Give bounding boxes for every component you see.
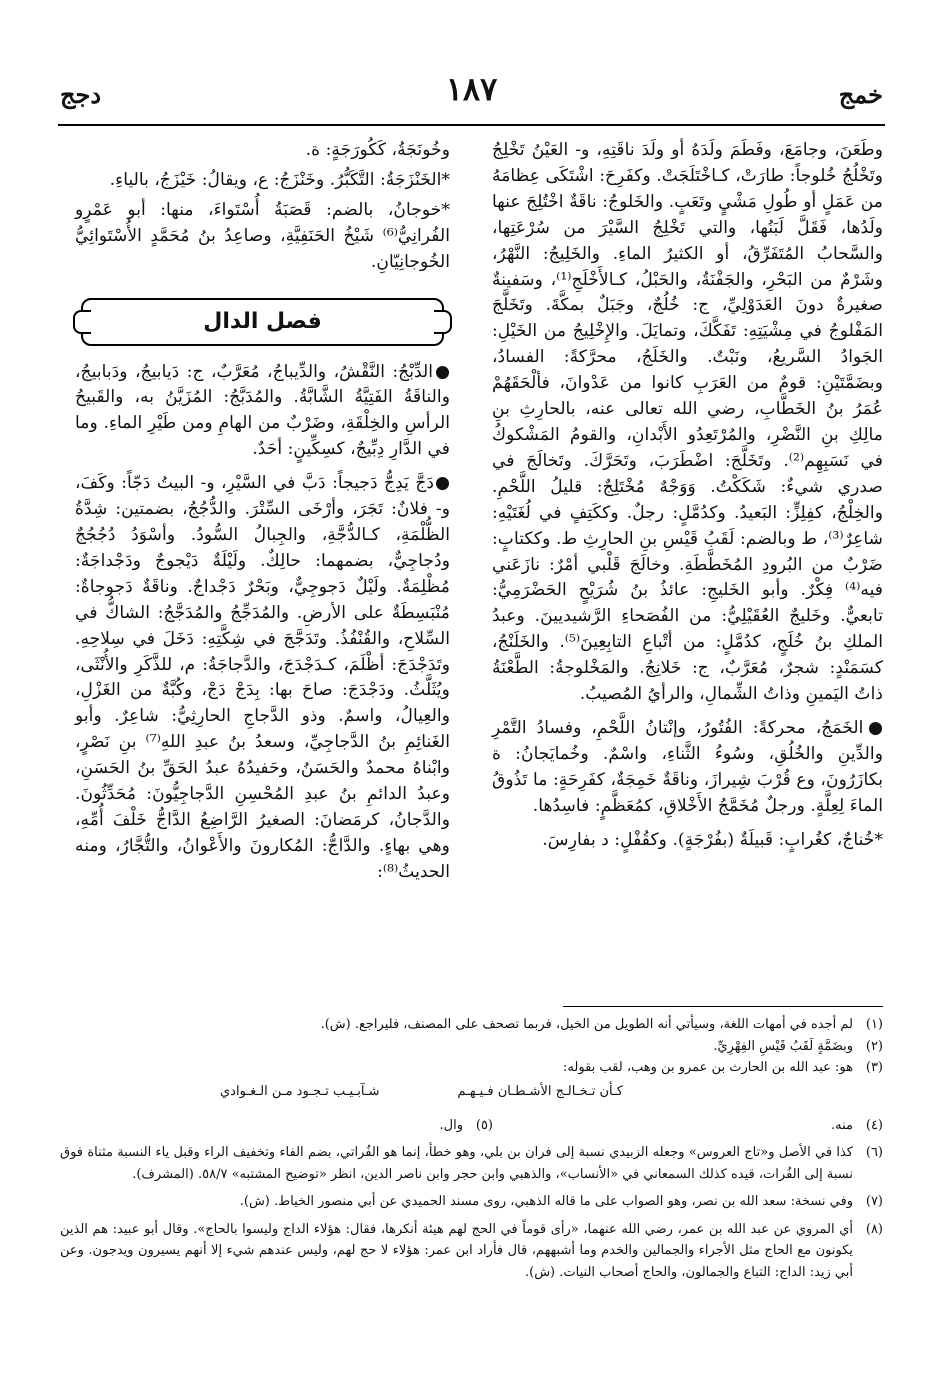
footnote-divider xyxy=(563,1006,883,1007)
poetry-verse xyxy=(60,1081,883,1105)
section-heading-box xyxy=(81,298,444,346)
header-keyword-right: خمج xyxy=(838,80,883,109)
footnotes xyxy=(60,1014,883,1283)
footnote-number: (٦) xyxy=(865,1145,883,1160)
footnote-text: وال. xyxy=(439,1117,463,1133)
footnote-1 xyxy=(60,1014,883,1036)
footnote-number: (٥) xyxy=(475,1117,493,1133)
verse-hemistich-second: شـآبـيـب تـجـود مـن الـغـوادي xyxy=(220,1083,380,1099)
footnote-2 xyxy=(60,1036,883,1058)
header-keyword-left: دجج xyxy=(60,80,102,109)
header-divider xyxy=(58,124,885,126)
footnote-7 xyxy=(60,1191,883,1213)
entry-khunaj: *خُناجٌ، كغُرابٍ: قَبيلَةٌ (بفُرْجَةٍ). وكقُفْلٍ: د بفارِسَ. xyxy=(542,829,883,850)
entry-khamaj: ●الخَمَجُ، محركةً: الفُتُورُ، وإنْتانُ اللَّحْمِ، وفسادُ التَّمْرِ والدِّينِ والخُلُقِ، وسُوءُ الثَّناءِ، واسْمٌ. وخُمايَجانُ: ة بكازَرُونَ، وع قُرْبَ شِيرازَ، وناقَةٌ خَمِجَةٌ، كفَرِحَةٍ: ما تَذُوقُ الماءَ لِعِلَّةٍ. ورجلٌ مُخَمَّجُ الأَخْلاقِ، كمُعَظَّمٍ: فاسِدُها. xyxy=(492,717,883,816)
footnote-text: وبضَمَّةٍ لَقَبُ قَيْسِ الفِهْرِيِّ. xyxy=(713,1038,853,1054)
page-number: ١٨٧ xyxy=(445,70,498,108)
footnote-text: منه. xyxy=(831,1117,853,1133)
entry-khujan: *خوجانُ، بالضم: قَصَبَةُ أُسْتَواءَ، منها: أبو عَمْرٍو الفُرانِيُّ⁽⁶⁾ شَيْخُ الحَنَفِيَّةِ، وصاعِدُ بنُ مُحَمَّدٍ الأُسْتَوائِيُّ الخُوجانِيّانِ. xyxy=(75,199,450,272)
footnote-number: (٢) xyxy=(865,1038,883,1054)
entry-khalaja: وطَعَنَ، وجامَعَ، وفَطَمَ ولَدَهُ أو ولَدَ ناقَتِهِ، و- العَيْنُ تَخْلِجُ وتَخْلُجُ خُلوجاً: طارَتْ، كـاخْتَلَجَتْ. وكفَرِحَ: اشْتَكَى عِظامَهُ من عَمَلٍ أو طُولِ مَشْيٍ وتَعَبٍ. والخَلوجُ: ناقَةٌ اخْتُلِجَ عنها ولَدُها، فَقَلَّ لَبَنُها، والتي تَخْلِجُ السَّيْرَ من سُرْعَتِها، والسَّحابُ المُتَفَرِّقُ، أو الكثيرُ الماءِ. والخَلِيجُ: النَّهْرُ، وشَرْمٌ من البَحْرِ، والجَفْنَةُ، والحَبْلُ، كـالأَخْلَجِ⁽¹⁾، وسَفينةٌ صغيرةٌ دونَ العَدَوْلِيِّ، ج: خُلُجٌ، وجَبَلٌ بمكَّةَ. وتَخَلَّجَ المَفْلوجُ في مِشْيَتِهِ: تَفَكَّكَ، وتمايَلَ. والإِخْلِيجُ من الخَيْلِ: الجَوادُ السَّريعُ، ونَبْتٌ. والخَلَجُ، محرَّكةً: الفسادُ، وبضَمَّتَيْنِ: قومٌ من العَرَبِ كانوا من عَدْوانَ، فألْحَقَهُمْ عُمَرُ بنُ الخَطَّابِ، رضي الله تعالى عنه، بالحارِثِ بنِ مالِكِ بنِ النَّضْرِ، والمُرْتَعِدُو الأَبْدانِ، والقومُ المَشْكوكُ في نَسَبِهِم⁽²⁾. وتَخَلَّجَ: اضْطَرَبَ، وتَحَرَّكَ. وتَخالَجَ في صدري شيءٌ: شَكَكْتُ. وَوَجْهٌ مُخْتَلِجٌ: قليلُ اللَّحْمِ. والخِلْجُ، كفِلِزٍّ: البَعيدُ. وكدُمَّلٍ: رجلٌ. وككَتِفٍ في لُغَتَيْهِ: شاعِرٌ⁽³⁾، ط وبالضم: لَقَبُ قَيْسِ بنِ الحارِثِ ط. وككتابٍ: ضَرْبٌ من البُرودِ المُخَطَّطَةِ. وخالَجَ قَلْبي أمْرٌ: نازَعَني فيه⁽⁴⁾ فِكْرٌ. وأبو الخَليجِ: عائذُ بنُ شُرَيْحٍ الحَضْرَمِيُّ: تابعيٌّ. وخَليجٌ العُقَيْلِيُّ: من الفُصَحاءِ الرَّشيديينَ. وعبدُ الملكِ بنُ خُلَجٍ، كدُمَّلٍ: من أتْباعِ التابِعِينَ⁽⁵⁾. والخَلَنْجُ، كسَمَنْدٍ: شجرٌ، مُعَرَّبٌ، ج: خَلانِجُ. والمَخْلوجةُ: الطَّعْنَةُ ذاتُ اليَمينِ وذاتُ الشِّمالِ، والرأيُ المُصيبُ. xyxy=(492,140,884,705)
footnote-number: (١) xyxy=(865,1017,883,1032)
footnote-8 xyxy=(60,1219,883,1284)
footnote-text: لم أجده في أمهات اللغة، وسيأتي أنه الطويل من الخيل، فربما تصحف على المصنف، فليراجع. (ش). xyxy=(320,1017,853,1032)
right-column xyxy=(492,138,883,861)
footnote-number: (٤) xyxy=(865,1117,883,1133)
footnote-6 xyxy=(60,1142,883,1185)
footnote-number: (٣) xyxy=(865,1060,883,1075)
footnote-text: وفي نسخة: سعد الله بن نصر، وهو الصواب على ما قاله الذهبي، روى مسند الحميدي عن أبي منصور الخياط. (ش). xyxy=(239,1194,853,1209)
footnote-number: (٨) xyxy=(865,1221,883,1237)
verse-hemistich-first: كـأن تـخـالـج الأشـطـان فـيـهـم xyxy=(457,1083,623,1099)
footnote-3 xyxy=(60,1057,883,1079)
entry-khanzaja: *الخَنْزَجَةُ: التَّكَبُّرُ. وخَنْزَجُ: ع، ويقالُ: خَيْزَجُ، بالياءِ. xyxy=(109,169,450,190)
left-column xyxy=(75,138,450,894)
footnote-text: كذا في الأصل و«تاج العروس» وجعله الزبيدي نسبة إلى فران بن بلي، وهو خطأ، إنما هو الفُراتي، بضم الفاء وتخفيف الراء وقبل ياء النسبة مثناة فوق نسبة إلى الفُرات، قيده كذلك السمعاني في «الأنساب»، والذهبي وابن حجر وابن ناصر الدين، انظر «توضيح المشتبه» ٧/‏٥٨. (المشرف). xyxy=(60,1145,853,1182)
footnote-4-5-row xyxy=(60,1115,883,1137)
footnote-number: (٧) xyxy=(865,1194,883,1209)
entry-dibj: ●الدِّبْجُ: النَّقْشُ، والدِّيباجُ، مُعَرَّبٌ، ج: دَيابيجُ، ودَبابيجُ، والناقَةُ الفَتِيَّةُ الشَّابَّةُ. والمُدَبَّجُ: المُزَيَّنُ به، والقَبيحُ الرأسِ والخِلْقَةِ، وضَرْبٌ من الهامِ ومن طَيْرِ الماءِ. وما في الدَّارِ دِبِّيجٌ، كسِكِّينٍ: أحَدٌ. xyxy=(75,361,450,460)
page-header xyxy=(60,70,883,120)
section-title: فصل الدال xyxy=(203,308,322,334)
entry-dajja: ●دَجَّ يَدِجُّ دَجيجاً: دَبَّ في السَّيْرِ، و- البيتُ دَجّاً: وكَفَ، و- فلانٌ: تَجَرَ، وأرْخَى السِّتْرَ. والدُّجُجُ، بضمتين: شِدَّةُ الظُّلْمَةِ، كـالدُّجَّةِ، والجِبالُ السُّودُ. وأسْوَدُ دُجُجُجٌ ودُجاجِيٌّ، بضمهما: حالِكٌ. ولَيْلَةٌ دَيْجوجٌ ودَجْداجَةٌ: مُظْلِمَةٌ. ولَيْلٌ دَجوجِيٌّ، وبَحْرٌ دَجْداجٌ. وناقَةٌ دَجوجاةٌ: مُنْبَسِطَةٌ على الأرضِ. والمُدَجِّجُ والمُدَجَّجُ: الشاكُّ في السِّلاحِ، والقُنْفُذُ. وتَدَجَّجَ في شِكَّتِهِ: دَخَلَ في سِلاحِهِ. وتَدَجْدَجَ: أظْلَمَ، كـدَجْدَجَ، والدَّجاجَةُ: م، للذَّكَرِ والأُنْثَى، ويُثَلَّثُ. ودَجْدَجَ: صاحَ بها: بِدَجْ دَجْ، وكُبَّةٌ من الغَزْلِ، والعِيالُ، واسمٌ. وذو الدَّجاجِ الحارِثِيُّ: شاعِرٌ. وأبو الغَنائِمِ بنُ الدَّجاجِيِّ، وسعدُ بنُ عبدِ اللهِ⁽⁷⁾ بنِ نَصْرٍ، وابْناهُ محمدٌ والحَسَنُ، وحَفيدُهُ عبدُ الحَقِّ بنُ الحَسَنِ، وعبدُ الدائمِ بنُ عبدِ المُحْسِنِ الدَّجاجِيُّونَ: مُحَدِّثُونَ. والدَّجانُ، كرمَضانَ: الصغيرُ الرَّاضِعُ الدَّاجُّ خَلْفَ أُمِّهِ، وهي بهاءٍ. والدَّاجُّ: المُكارونَ والأَعْوانُ، والتُّجَّارُ، ومنه الحديثُ⁽⁸⁾: xyxy=(75,473,450,882)
footnote-text: أي المروي عن عبد الله بن عمر، رضي الله عنهما، «رأى قوماً في الحج لهم هيئة أنكرها، فقال: هؤلاء الداج وليسوا بالحاج». وقال أبو عبيد: هم الذين يكونون مع الحاج مثل الأجراء والجمالين والخدم وما أشبههم، قال فأراد ابن عمر: هؤلاء لا حج لهم، وليس عندهم شيء إلا أنهم يسيرون ويدجون. وعن أبي زيد: الداج: التباع والجمالون، والحاج أصحاب النيات. (ش). xyxy=(60,1221,853,1280)
footnote-text: هو: عبد الله بن الحارث بن عمرو بن وهب، لقب بقوله: xyxy=(563,1060,853,1075)
entry-khunaja: وخُونَجَةُ، كَكُورَجَةٍ: ة. xyxy=(305,140,450,160)
